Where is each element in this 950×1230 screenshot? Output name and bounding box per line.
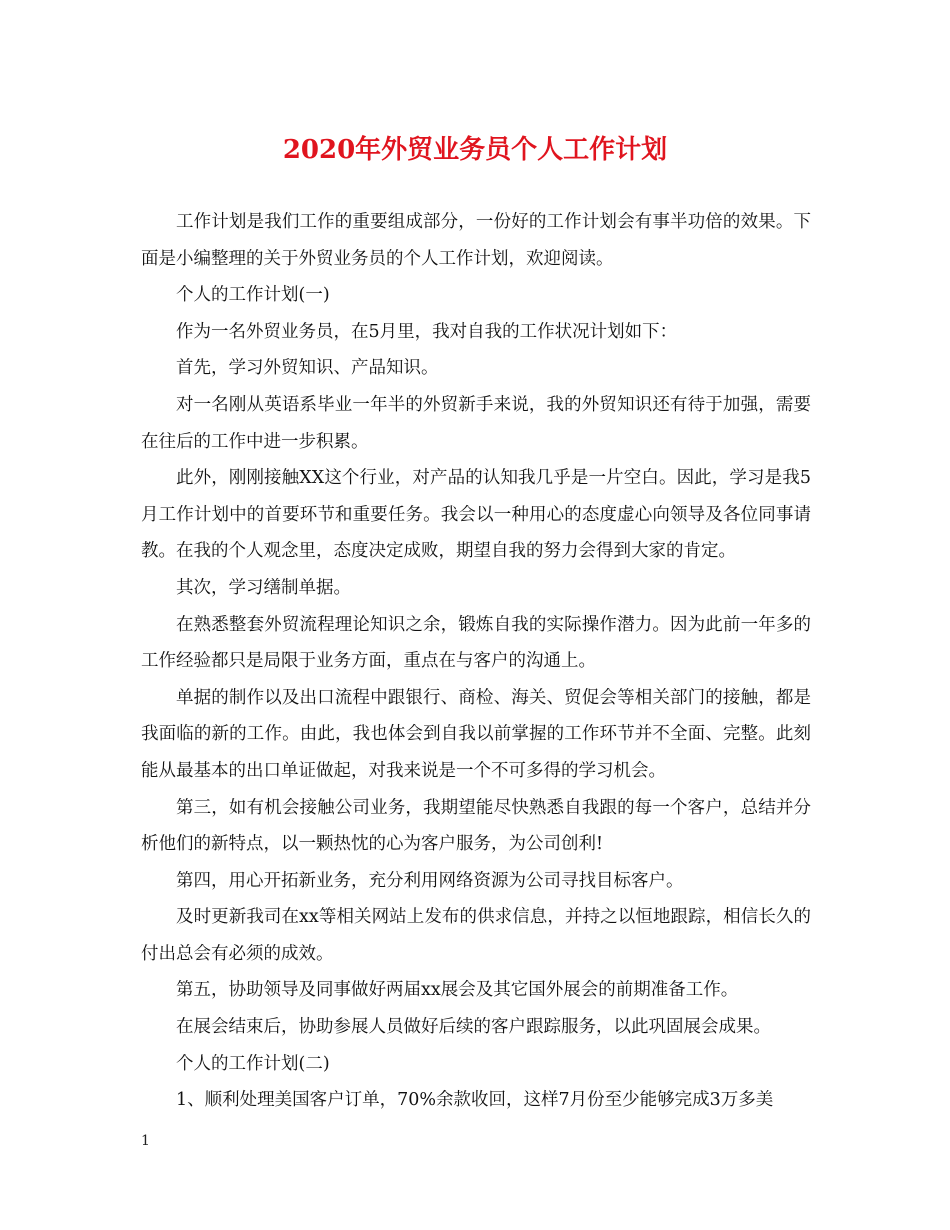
paragraph: 第四，用心开拓新业务，充分利用网络资源为公司寻找目标客户。: [176, 870, 684, 891]
paragraph: 在展会结束后，协助参展人员做好后续的客户跟踪服务，以此巩固展会成果。: [176, 1017, 771, 1038]
paragraph: 其次，学习缮制单据。: [176, 577, 351, 598]
paragraph: 在熟悉整套外贸流程理论知识之余，锻炼自我的实际操作潜力。因为此前一年多的工作经验都只是局限于业务方面，重点在与客户的沟通上。: [141, 614, 811, 672]
paragraph: 第五，协助领导及同事做好两届xx展会及其它国外展会的前期准备工作。: [176, 980, 739, 1001]
section-heading-plan-1: 个人的工作计划(一): [176, 285, 330, 306]
document-body: [141, 204, 811, 1119]
section-heading-plan-2: 个人的工作计划(二): [176, 1053, 330, 1074]
paragraph: 及时更新我司在xx等相关网站上发布的供求信息，并持之以恒地跟踪，相信长久的付出总会有必须的成效。: [141, 907, 811, 964]
paragraph: 作为一名外贸业务员，在5月里，我对自我的工作状况计划如下：: [176, 321, 678, 342]
paragraph: 1、顺利处理美国客户订单，70%余款收回，这样7月份至少能够完成3万多美: [176, 1090, 774, 1111]
paragraph-intro: 工作计划是我们工作的重要组成部分，一份好的工作计划会有事半功倍的效果。下面是小编整理的关于外贸业务员的个人工作计划，欢迎阅读。: [141, 212, 811, 269]
page-number: 1: [141, 1133, 150, 1149]
paragraph: 单据的制作以及出口流程中跟银行、商检、海关、贸促会等相关部门的接触，都是我面临的新的工作。由此，我也体会到自我以前掌握的工作环节并不全面、完整。此刻能从最基本的出口单证做起，对我来说是一个不可多得的学习机会。: [141, 687, 811, 781]
document-title: 2020年外贸业务员个人工作计划: [282, 135, 668, 165]
paragraph: 此外，刚刚接触XX这个行业，对产品的认知我几乎是一片空白。因此，学习是我5月工作计划中的首要环节和重要任务。我会以一种用心的态度虚心向领导及各位同事请教。在我的个人观念里，态度决定成败，期望自我的努力会得到大家的肯定。: [141, 468, 811, 562]
paragraph: 第三，如有机会接触公司业务，我期望能尽快熟悉自我跟的每一个客户，总结并分析他们的新特点，以一颗热忱的心为客户服务，为公司创利!: [141, 797, 811, 855]
paragraph: 首先，学习外贸知识、产品知识。: [176, 358, 439, 379]
paragraph: 对一名刚从英语系毕业一年半的外贸新手来说，我的外贸知识还有待于加强，需要在往后的工作中进一步积累。: [141, 394, 811, 452]
